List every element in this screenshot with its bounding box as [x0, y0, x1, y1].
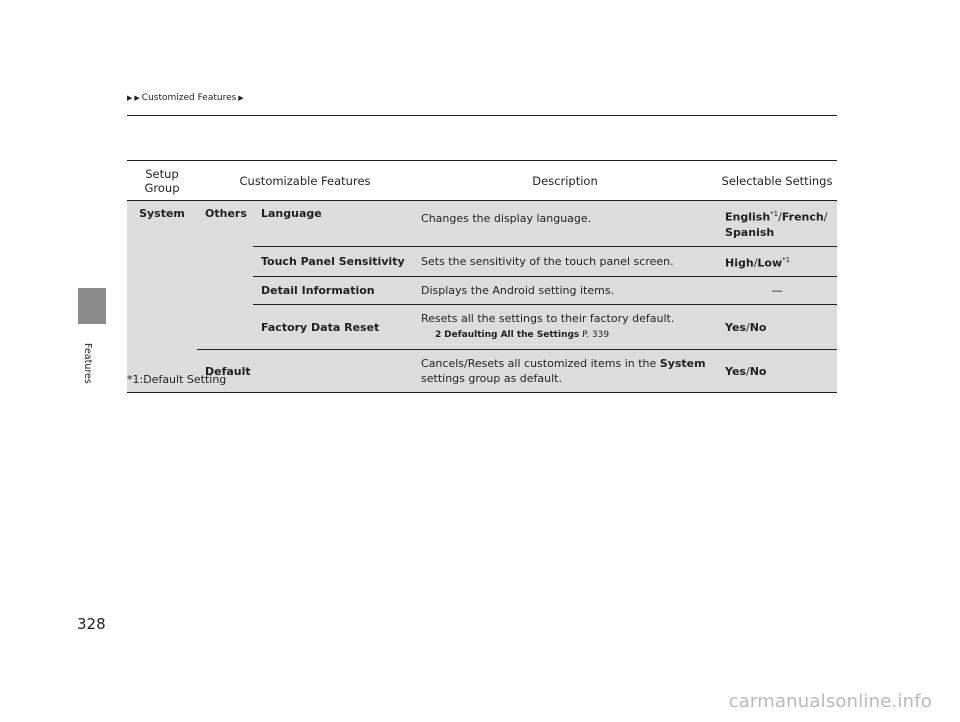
header-selectable-settings: Selectable Settings [717, 161, 837, 201]
description-default: Cancels/Resets all customized items in the System settings group as default. [413, 350, 717, 393]
table-header-row [127, 161, 837, 201]
header-rule [127, 115, 837, 116]
cross-reference: 2 Defaulting All the Settings P. 339 [435, 330, 610, 341]
feature-default: Default [197, 350, 413, 393]
feature-factory-data-reset: Factory Data Reset [253, 305, 413, 350]
footnote-default-setting: *1:Default Setting [127, 373, 227, 386]
subgroup-others: Others [197, 201, 253, 350]
description-factory-data-reset: Resets all the settings to their factory default. 2 Defaulting All the Settings P. 339 [413, 305, 717, 350]
settings-language: English$^{*1}$/French/ Spanish [717, 201, 837, 247]
header-description: Description [413, 161, 717, 201]
triangle-right-icon: ▶ [238, 94, 244, 102]
triangle-right-icon: ▶ [134, 94, 140, 102]
description-language: Changes the display language. [413, 201, 717, 247]
description-touch-panel: Sets the sensitivity of the touch panel screen. [413, 246, 717, 277]
table-row [127, 350, 837, 393]
table-row [127, 201, 837, 247]
header-setup-group: Setup Group [127, 161, 197, 201]
feature-language: Language [253, 201, 413, 247]
reference-arrow-icon: 2 [435, 330, 442, 341]
group-system: System [127, 201, 197, 393]
header-customizable-features: Customizable Features [197, 161, 413, 201]
settings-default: Yes/No [717, 350, 837, 393]
feature-detail-information: Detail Information [253, 277, 413, 305]
settings-touch-panel: High/Low$^{*1}$ [717, 246, 837, 277]
feature-touch-panel-sensitivity: Touch Panel Sensitivity [253, 246, 413, 277]
breadcrumb [127, 93, 244, 103]
customizable-features-table [127, 160, 837, 393]
triangle-right-icon: ▶ [127, 94, 133, 102]
description-detail-information: Displays the Android setting items. [413, 277, 717, 305]
page-number: 328 [77, 615, 106, 633]
section-side-label: Features [82, 343, 93, 384]
breadcrumb-section: Customized Features [141, 93, 237, 103]
settings-factory-data-reset: Yes/No [717, 305, 837, 350]
watermark: carmanualsonline.info [728, 691, 932, 712]
settings-detail-information: — [717, 277, 837, 305]
section-tab-marker [78, 288, 106, 324]
